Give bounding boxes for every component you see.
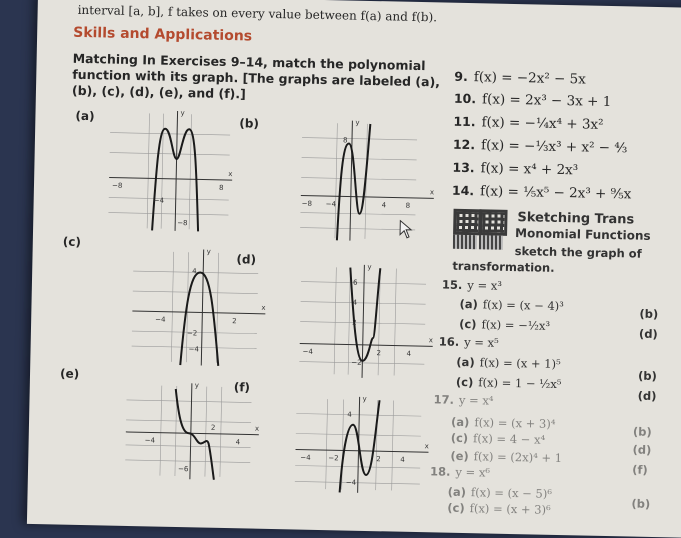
tick-label: 2 (232, 317, 237, 326)
tick-label: 8 (218, 183, 224, 192)
x-axis-label: x (428, 336, 434, 345)
tick-label: −4 (153, 196, 165, 205)
equation-14: 14. f(x) = ⅕x⁵ − 2x³ + ⁹⁄₅x (451, 182, 632, 203)
qr-code-icon (479, 209, 508, 236)
tick-label: 4 (406, 349, 412, 358)
sketching-description-2: transformation. (452, 258, 555, 275)
graph-d (294, 261, 436, 382)
x-axis (109, 178, 232, 181)
equation-13: 13. f(x) = x⁴ + 2x³ (452, 159, 579, 179)
tick-label: 4 (347, 410, 352, 419)
x-axis-label: x (261, 303, 266, 312)
tick-label: −4 (188, 345, 200, 354)
tick-label: −6 (177, 465, 189, 474)
graph-c (126, 246, 268, 369)
y-axis-label: y (180, 109, 185, 118)
exercise-17: 17. y = x⁴ (433, 392, 494, 408)
sketching-subtitle: Monomial Functions (514, 226, 651, 243)
textbook-page (27, 0, 681, 538)
exercise-15a: (a) f(x) = (x − 4)³ (459, 296, 565, 314)
sketching-description-1: sketch the graph of (514, 244, 642, 261)
x-axis (132, 311, 265, 314)
exercise-17b: (b) (632, 424, 652, 439)
section-title: Skills and Applications (73, 24, 253, 45)
exercise-18: 18. y = x⁶ (429, 464, 491, 480)
exercise-18c: (c) f(x) = (x + 3)⁶ (447, 500, 551, 517)
exercise-18a: (a) f(x) = (x − 5)⁶ (447, 484, 553, 501)
graph-label-e: (e) (59, 366, 80, 381)
exercise-18b: (b) (631, 496, 651, 511)
exercise-16a: (a) f(x) = (x + 1)⁵ (456, 354, 561, 372)
tick-label: −8 (111, 181, 123, 190)
tick-label: 2 (210, 423, 216, 432)
graph-b (295, 117, 438, 245)
tick-label: 2 (352, 318, 357, 327)
tick-label: −8 (177, 218, 188, 228)
y-axis-label: y (206, 247, 211, 256)
graph-label-f: (f) (233, 380, 251, 395)
exercise-15d: (d) (638, 326, 658, 342)
tick-label: 4 (235, 438, 241, 447)
qr-code-icon (479, 235, 503, 249)
y-axis-label: y (194, 381, 200, 390)
tick-label: −4 (300, 453, 311, 462)
tick-label: 4 (400, 455, 405, 464)
graph-label-c: (c) (62, 234, 82, 249)
y-axis (201, 250, 203, 366)
equation-12: 12. f(x) = −⅓x³ + x² − ⁴⁄₃ (452, 136, 628, 157)
equation-11: 11. f(x) = −¼x⁴ + 3x² (453, 113, 604, 133)
tick-label: −4 (325, 200, 337, 209)
graph-f (290, 393, 432, 496)
tick-label: −4 (144, 436, 156, 445)
tick-label: 6 (352, 278, 358, 287)
x-axis-label: x (228, 170, 233, 179)
exercise-16c: (c) f(x) = 1 − ½x⁵ (455, 374, 562, 392)
exercise-15: 15. y = x³ (441, 277, 503, 293)
tick-label: 4 (352, 298, 358, 307)
x-axis (300, 344, 433, 347)
matching-instructions: Matching In Exercises 9–14, match the polynomial function with its graph. [The graphs are labeled (a), (b), (c), (d), (e), and (f).] (71, 50, 441, 102)
x-axis (301, 196, 434, 199)
exercise-16d: (d) (637, 388, 657, 404)
tick-label: −2 (186, 329, 198, 338)
tick-label: 4 (192, 267, 197, 276)
tick-label: 8 (342, 136, 348, 145)
tick-label: 8 (405, 201, 411, 210)
tick-label: 4 (381, 201, 387, 210)
graph-label-b: (b) (239, 116, 260, 131)
equation-10: 10. f(x) = 2x³ − 3x + 1 (453, 90, 612, 111)
tick-label: −4 (302, 347, 313, 356)
x-axis-label: x (254, 424, 260, 433)
tick-label: 2 (376, 349, 382, 358)
exercise-16: 16. y = x⁵ (438, 334, 499, 350)
exercise-15b: (b) (639, 306, 659, 322)
exercise-17c: (c) f(x) = 4 − x⁴ (450, 430, 546, 447)
y-axis-label: y (355, 118, 360, 127)
tick-label: −2 (351, 358, 362, 367)
qr-code-icon (453, 235, 477, 249)
exercise-15c: (c) f(x) = −½x³ (459, 316, 551, 333)
graph-label-a: (a) (75, 108, 95, 124)
exercise-17d: (d) (632, 442, 652, 457)
exercise-17e: (e) f(x) = (2x)⁴ + 1 (450, 448, 563, 466)
exercise-16b: (b) (637, 368, 658, 384)
top-line: interval [a, b], f takes on every value between f(a) and f(b). (77, 2, 438, 25)
exercise-17a: (a) f(x) = (x + 3)⁴ (450, 414, 556, 431)
tick-label: −8 (301, 199, 313, 208)
x-axis-label: x (424, 442, 429, 451)
tick-label: −4 (345, 478, 357, 487)
y-axis-label: y (367, 262, 372, 272)
equation-9: 9. f(x) = −2x² − 5x (454, 68, 587, 88)
qr-code-icon (453, 209, 482, 236)
graph-a (103, 107, 236, 235)
sketching-title: Sketching Trans (517, 210, 635, 228)
tick-label: 2 (376, 455, 381, 464)
tick-label: −2 (328, 454, 339, 463)
y-axis (190, 383, 192, 479)
tick-label: −4 (155, 315, 166, 324)
graph-e (120, 380, 262, 483)
x-axis-label: x (429, 188, 435, 197)
y-axis-label: y (362, 394, 367, 403)
y-axis (175, 111, 178, 231)
mouse-cursor-icon (399, 220, 415, 240)
graph-label-d: (d) (236, 252, 257, 267)
exercise-17f: (f) (632, 462, 648, 477)
x-axis (296, 449, 429, 452)
